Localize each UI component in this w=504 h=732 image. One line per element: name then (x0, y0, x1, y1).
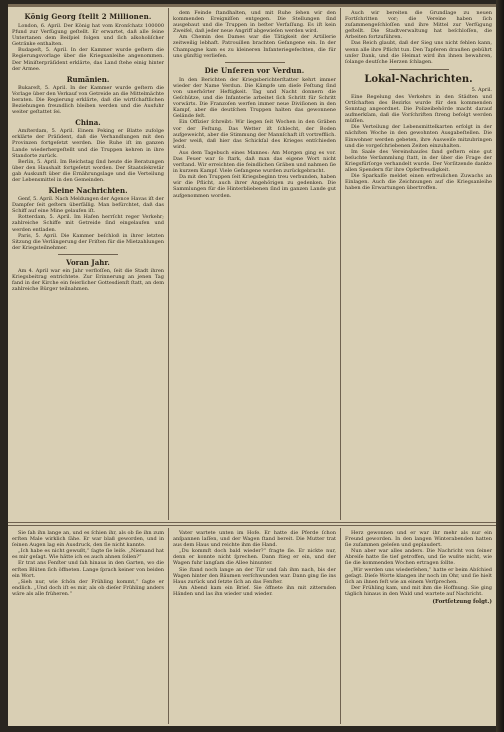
story-paragraph: Sie ſah ihn lange an, und es ſchien ihr, als ob ſie ihn zum erſten Male wirklich ſähe. Er war blaß geworden, und in ſeinen Augen lag ein Ausdruck, den ſie nicht kannte. (12, 530, 164, 549)
story-paragraph: „Ich habe es nicht gewußt,“ ſagte ſie leiſe. „Niemand hat es mir geſagt. Wie hätte ich es auch ahnen ſollen?“ (12, 548, 164, 561)
column-2 (173, 10, 336, 520)
column-rule-2 (340, 8, 341, 520)
feuilleton-rule (8, 522, 496, 523)
article-headline: König Georg ſtellt 2 Millionen. (24, 12, 152, 21)
story-paragraph: Am Abend kam ein Brief. Sie öffnete ihn mit zitternden Händen und las ihn wieder und wieder. (173, 584, 336, 597)
article-paragraph: Auch wir bereiten die Grundlage zu neuen Fortſchritten vor; die Vereine haben ſich zuſammengeſchloſſen und ihre Mittel zur Verfügung geſtellt. Die Stadtverwaltung hat beſchloſſen, die Arbeiten fortzuführen. (345, 10, 492, 41)
story-paragraph: „Du kommſt doch bald wieder?“ fragte ſie. Er nickte nur, denn er konnte nicht ſprechen. Dann ſtieg er ein, und der Wagen fuhr langſam die Allee hinunter. (173, 548, 336, 567)
article-paragraph: Berlin, 5. April. Im Reichstag ſind heute die Beratungen über den Haushalt fortgeſetzt worden. Der Staatsſekretär gab Auskunft über die Ernährungslage und die Verteilung der Lebensmittel in den Gemeinden. (12, 158, 164, 183)
top-edge-rule (8, 4, 496, 7)
local-news-title: Lokal-Nachrichten. (364, 73, 473, 85)
story-paragraph: Der Frühling kam, und mit ihm die Hoffnung. Sie ging täglich hinaus in den Wald und wartete auf Nachricht. (345, 584, 492, 597)
section-title: China. (75, 118, 101, 128)
bottom-column-rule-1 (168, 528, 169, 724)
feuilleton-rule-2 (8, 525, 496, 526)
feuilleton-column-1 (12, 530, 164, 722)
section-divider (389, 69, 449, 70)
column-rule-1 (168, 8, 169, 520)
article-paragraph: Da mit den Truppen ſeit Kriegsbeginn treu verbunden, haben wir die Pflicht, auch ihrer Angehörigen zu gedenken. Die Sammlungen für die Hinterbliebenen ſind im ganzen Lande gut aufgenommen worden. (173, 174, 336, 199)
article-paragraph: Rotterdam, 5. April. Im Hafen herrſcht reger Verkehr; zahlreiche Schiffe mit Getreide ſind eingelaufen und werden entladen. (12, 214, 164, 233)
story-paragraph: Sie ſtand noch lange an der Tür und ſah ihm nach, bis der Wagen hinter den Bäumen verſchwunden war. Dann ging ſie ins Haus zurück und ſetzte ſich an das Fenſter. (173, 566, 336, 585)
article-paragraph: London, 6. April. Der König hat vom Kronſchatz 100000 Pfund zur Verfügung geſtellt. Er erwartet, daß alle ſeine Untertanen dem Beiſpiel folgen und ſich alkoholiſcher Getränke enthalten. (12, 23, 164, 48)
story-paragraph: Vater wartete unten im Hofe. Er hatte die Pferde ſchon anſpannen laſſen, und der Wagen ſtand bereit. Die Mutter trat aus dem Haus und reichte ihm die Hand. (173, 530, 336, 549)
feuilleton-column-2 (173, 530, 336, 722)
article-paragraph: Im Saale des Vereinshauſes fand geſtern eine gut beſuchte Verſammlung ſtatt, in der über die Frage der Kriegsfürſorge verhandelt wurde. Der Vorſitzende dankte allen Spendern für ihre Opferfreudigkeit. (345, 148, 492, 173)
article-paragraph: Genf, 5. April. Nach Meldungen der Agence Havas iſt der Dampfer ſeit geſtern überfällig. Man befürchtet, daß das Schiff auf eine Mine gelaufen iſt. (12, 196, 164, 215)
article-paragraph: Paris, 5. April. Die Kammer beſchloß in ihrer letzten Sitzung die Verlängerung der Friſten für die Mietzahlungen der Kriegsteilnehmer. (12, 232, 164, 251)
story-paragraph: „Wir werden uns wiederſehen,“ hatte er beim Abſchied geſagt. Dieſe Worte klangen ihr noch im Ohr, und ſie hielt ſich an ihnen feſt wie an einem Verſprechen. (345, 566, 492, 585)
article-paragraph: Budapeſt, 5. April. In der Kammer wurde geſtern die Regierungsvorlage über die Kriegsanleihe angenommen. Der Miniſterpräſident erklärte, das Land ſtehe einig hinter der Armee. (12, 47, 164, 72)
bottom-column-rule-2 (340, 528, 341, 724)
story-paragraph: Er trat ans Fenſter und ſah hinaus in den Garten, wo die erſten Blüten ſich öffneten. Lange ſprach keiner von beiden ein Wort. (12, 560, 164, 579)
dateline: 5. April. (471, 86, 492, 93)
article-paragraph: Am 4. April war ein Jahr verfloſſen, ſeit die Stadt ihren Kriegsbeitrag entrichtete. Zur Erinnerung an jenen Tag fand in der Kirche ein feierlicher Gottesdienſt ſtatt, an dem zahlreiche Bürger teilnahmen. (12, 267, 164, 293)
article-headline: Die Unſeren vor Verdun. (204, 65, 305, 75)
section-divider (58, 254, 118, 255)
column-3 (345, 10, 492, 520)
article-paragraph: dem Feinde ſtandhalten, und mit Ruhe ſehen wir den kommenden Ereigniſſen entgegen. Die Stellungen ſind ausgebaut und die Truppen in beſter Verfaſſung. Es iſt kein Zweifel, daß jeder neue Angriff abgewieſen werden wird. (173, 10, 336, 35)
feuilleton-column-3 (345, 530, 492, 722)
article-paragraph: Ein Offizier ſchreibt: Wir liegen ſeit Wochen in den Gräben vor der Feſtung. Das Wetter iſt ſchlecht, der Boden aufgeweicht, aber die Stimmung der Mannſchaft iſt vortrefflich. Jeder weiß, daß hier das Schickſal des Krieges entſchieden wird. (173, 119, 336, 150)
story-paragraph: Nun aber war alles anders. Die Nachricht von ſeiner Abreiſe hatte ſie tief getroffen, und ſie wußte nicht, wie ſie die kommenden Wochen ertragen ſollte. (345, 548, 492, 567)
article-paragraph: Aus dem Tagebuch eines Mannes: Am Morgen ging es vor. Das Feuer war ſo ſtark, daß man das eigene Wort nicht verſtand. Wir erreichten die feindlichen Gräben und nahmen ſie in kurzem Kampf. Viele Gefangene wurden zurückgebracht. (173, 149, 336, 175)
binding-spine (496, 0, 504, 732)
section-title: Rumänien. (66, 74, 110, 84)
article-paragraph: In den Berichten der Kriegsberichterſtatter kehrt immer wieder der Name Verdun. Die Kämpfe um dieſe Feſtung ſind von unerhörter Heftigkeit. Tag und Nacht donnern die Geſchütze, und die Infanterie arbeitet ſich Schritt für Schritt vorwärts. Die Franzoſen werfen immer neue Diviſionen in den Kampf, aber die deutſchen Truppen halten das gewonnene Gelände feſt. (173, 76, 336, 120)
article-paragraph: Die Sparkaſſe meldet einen erfreulichen Zuwachs an Einlagen. Auch die Zeichnungen auf die Kriegsanleihe haben die Erwartungen übertroffen. (345, 173, 492, 192)
article-paragraph: Eine Regelung des Verkehrs in den Städten und Ortſchaften des Bezirks wurde für den kommenden Sonntag angeordnet. Die Polizeibehörde macht darauf aufmerkſam, daß die Vorſchriften ſtreng befolgt werden müſſen. (345, 93, 492, 125)
article-paragraph: Die Verteilung der Lebensmittelkarten erfolgt in der nächſten Woche in den gewohnten Ausgabeſtellen. Die Einwohner werden gebeten, ihre Ausweiſe mitzubringen und die vorgeſchriebenen Zeiten einzuhalten. (345, 124, 492, 149)
section-title: Voran Jahr. (66, 257, 110, 267)
column-1 (12, 10, 164, 520)
section-title: Kleine Nachrichten. (48, 186, 128, 196)
continued-note: (Fortſetzung folgt.) (432, 599, 492, 606)
story-paragraph: „Sieh nur, wie ſchön der Frühling kommt,“ ſagte er endlich. „Und doch iſt es mir, als ob dieſer Frühling anders wäre als alle früheren.“ (12, 578, 164, 597)
section-divider (225, 62, 285, 63)
article-paragraph: Das Reich glaubt, daß der Sieg uns nicht fehlen kann, wenn alle ihre Pflicht tun. Den Tapferen draußen gebührt unſer Dank, und die Heimat wird ihn ihnen bewahren, ſolange deutſche Herzen ſchlagen. (345, 40, 492, 65)
article-paragraph: Bukareſt, 5. April. In der Kammer wurde geſtern die Vorlage über den Verkauf von Getreide an die Mittelmächte beraten. Die Regierung erklärte, daß die wirtſchaftlichen Beziehungen freundlich bleiben werden und die Ausfuhr weiter geſtattet ſei. (12, 84, 164, 116)
story-paragraph: Herz gewonnen und er war ihr mehr als nur ein Freund geworden. In den langen Winterabenden hatten ſie zuſammen geleſen und geplaudert. (345, 530, 492, 549)
article-paragraph: Amſterdam, 5. April. Einem Peking er Blatte zufolge erklärte der Präſident, daß die Verhandlungen mit den Provinzen fortgeſetzt werden. Die Ruhe iſt im ganzen Lande wiederhergeſtellt und die Truppen kehren in ihre Standorte zurück. (12, 128, 164, 159)
article-paragraph: Am Chemin des Dames war die Tätigkeit der Artillerie zeitweilig lebhaft. Patrouillen brachten Gefangene ein. In der Champagne kam es zu kleineren Infanteriegefechten, die für uns günſtig verliefen. (173, 34, 336, 59)
newspaper-page (8, 4, 496, 726)
